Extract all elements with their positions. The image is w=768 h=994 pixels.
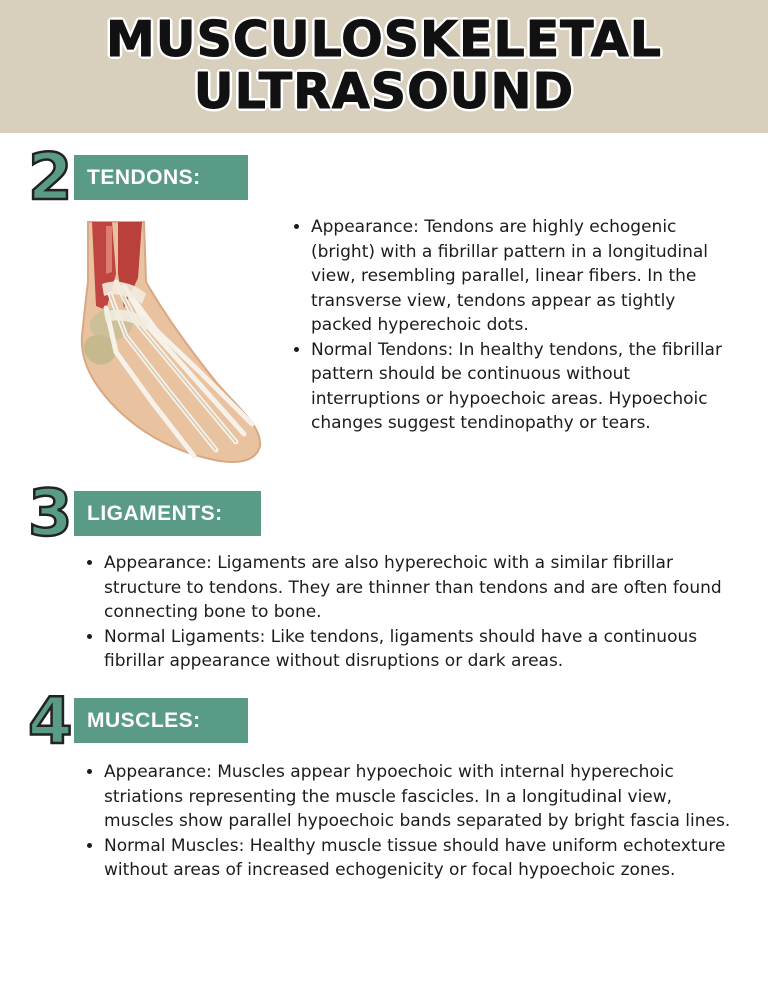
list-item: • Appearance: Muscles appear hypoechoic with internal hyperechoic striations representing the muscle fascicles. In a longitudinal view, muscles show parallel hypoechoic bands separated by bright fascia lines.: [104, 760, 744, 834]
list-item: • Normal Ligaments: Like tendons, ligaments should have a continuous fibrillar appearance without disruptions or dark areas.: [104, 625, 744, 674]
section-heading-muscles: MUSCLES:: [74, 698, 248, 743]
title-line-2: ULTRASOUND: [193, 63, 575, 120]
section-number-2: 2: [28, 141, 73, 215]
section-heading-tendons: TENDONS:: [74, 155, 248, 200]
section-heading-ligaments: LIGAMENTS:: [74, 491, 261, 536]
tendons-bullet-list: [289, 215, 731, 436]
section-number-4: 4: [28, 685, 73, 759]
list-item: • Appearance: Ligaments are also hyperechoic with a similar fibrillar structure to tendons. They are thinner than tendons and are often found connecting bone to bone.: [104, 551, 744, 625]
title-line-1: MUSCULOSKELETAL: [106, 11, 662, 68]
page-header: [0, 0, 768, 133]
foot-tendons-illustration: [66, 212, 266, 470]
list-item: • Normal Muscles: Healthy muscle tissue should have uniform echotexture without areas of increased echogenicity or focal hypoechoic zones.: [104, 834, 744, 883]
list-item: • Normal Tendons: In healthy tendons, the fibrillar pattern should be continuous without interruptions or hypoechoic areas. Hypoechoic changes suggest tendinopathy or tears.: [311, 338, 731, 436]
ligaments-bullet-list: [82, 551, 744, 674]
section-number-3: 3: [28, 477, 73, 551]
list-item: • Appearance: Tendons are highly echogenic (bright) with a fibrillar pattern in a longitudinal view, resembling parallel, linear fibers. In the transverse view, tendons appear as tightly packed hyperechoic dots.: [311, 215, 731, 338]
page-title: [0, 11, 768, 120]
muscles-bullet-list: [82, 760, 744, 883]
